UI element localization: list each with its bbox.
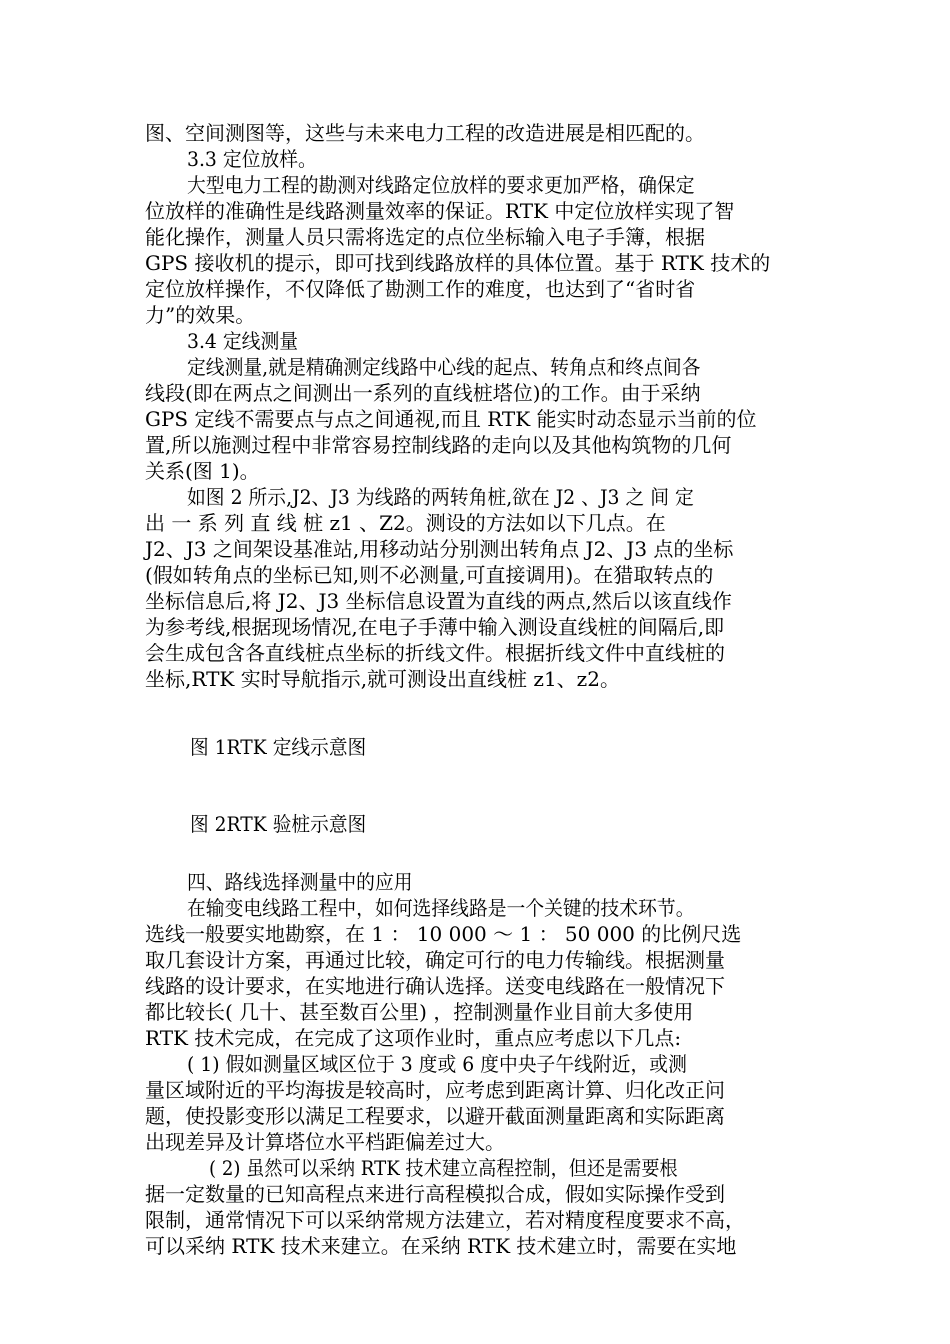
figure-1-caption: 图 1RTK 定线示意图 <box>190 735 367 759</box>
figure-2-caption: 图 2RTK 验桩示意图 <box>190 812 367 836</box>
text-line: 可以采纳 RTK 技术来建立。在采纳 RTK 技术建立时，需要在实地 <box>145 1234 737 1258</box>
text-line: 限制，通常情况下可以采纳常规方法建立，若对精度程度要求不高， <box>145 1208 745 1232</box>
text-line: 定线测量,就是精确测定线路中心线的起点、转角点和终点间各 <box>187 355 701 379</box>
text-line: 图、空间测图等，这些与未来电力工程的改造进展是相匹配的。 <box>145 121 705 145</box>
text-line: 力”的效果。 <box>145 303 256 327</box>
text-line: 都比较长( 几十、甚至数百公里) ，控制测量作业目前大多使用 <box>145 1000 694 1024</box>
text-line: 能化操作，测量人员只需将选定的点位坐标输入电子手簿，根据 <box>145 225 705 249</box>
text-line: 题，使投影变形以满足工程要求，以避开截面测量距离和实际距离 <box>145 1104 725 1128</box>
section-heading-4: 四、路线选择测量中的应用 <box>187 870 413 894</box>
text-line: 置,所以施测过程中非常容易控制线路的走向以及其他构筑物的几何 <box>145 433 732 457</box>
text-line: (假如转角点的坐标已知,则不必测量,可直接调用)。在猎取转点的 <box>145 563 714 587</box>
list-item-1: ( 1) 假如测量区域区位于 3 度或 6 度中央子午线附近，或测 <box>187 1052 687 1076</box>
text-line: 定位放样操作，不仅降低了勘测工作的难度，也达到了“省时省 <box>145 277 696 301</box>
text-line: 关系(图 1)。 <box>145 459 260 483</box>
text-line: 出现差异及计算塔位水平档距偏差过大。 <box>145 1130 505 1154</box>
text-line: 大型电力工程的勘测对线路定位放样的要求更加严格，确保定 <box>187 173 695 197</box>
text-line: 选线一般要实地勘察，在 1 ： 10 000 ～ 1 ： 50 000 的比例尺选 <box>145 922 742 946</box>
text-line: 坐标信息后,将 J2、J3 坐标信息设置为直线的两点,然后以该直线作 <box>145 589 732 613</box>
text-line: GPS 接收机的提示，即可找到线路放样的具体位置。基于 RTK 技术的 <box>145 251 771 275</box>
text-line: 量区域附近的平均海拔是较高时，应考虑到距离计算、归化改正问 <box>145 1078 725 1102</box>
text-line: 线路的设计要求，在实地进行确认选择。送变电线路在一般情况下 <box>145 974 725 998</box>
text-line: RTK 技术完成，在完成了这项作业时，重点应考虑以下几点: <box>145 1026 682 1050</box>
text-line: 如图 2 所示,J2、J3 为线路的两转角桩,欲在 J2 、J3 之 间 定 <box>187 485 694 509</box>
text-line: 会生成包含各直线桩点坐标的折线文件。根据折线文件中直线桩的 <box>145 641 725 665</box>
section-heading-3-4: 3.4 定线测量 <box>187 329 299 353</box>
text-line: 为参考线,根据现场情况,在电子手薄中输入测设直线桩的间隔后,即 <box>145 615 725 639</box>
text-line: 线段(即在两点之间测出一系列的直线桩塔位)的工作。由于采纳 <box>145 381 701 405</box>
text-line: 据一定数量的已知高程点来进行高程模拟合成，假如实际操作受到 <box>145 1182 725 1206</box>
text-line: J2、J3 之间架设基准站,用移动站分别测出转角点 J2、J3 点的坐标 <box>145 537 734 561</box>
text-line: GPS 定线不需要点与点之间通视,而且 RTK 能实时动态显示当前的位 <box>145 407 757 431</box>
text-line: 出 一 系 列 直 线 桩 z1 、Z2。测设的方法如以下几点。在 <box>145 511 666 535</box>
section-heading-3-3: 3.3 定位放样。 <box>187 147 317 171</box>
text-line: 坐标,RTK 实时导航指示,就可测设出直线桩 z1、z2。 <box>145 667 620 691</box>
text-line: 取几套设计方案，再通过比较，确定可行的电力传输线。根据测量 <box>145 948 725 972</box>
text-line: 位放样的准确性是线路测量效率的保证。RTK 中定位放样实现了智 <box>145 199 735 223</box>
text-line: 在输变电线路工程中，如何选择线路是一个关键的技术环节。 <box>187 896 695 920</box>
list-item-2: ( 2) 虽然可以采纳 RTK 技术建立高程控制，但还是需要根 <box>209 1156 678 1180</box>
